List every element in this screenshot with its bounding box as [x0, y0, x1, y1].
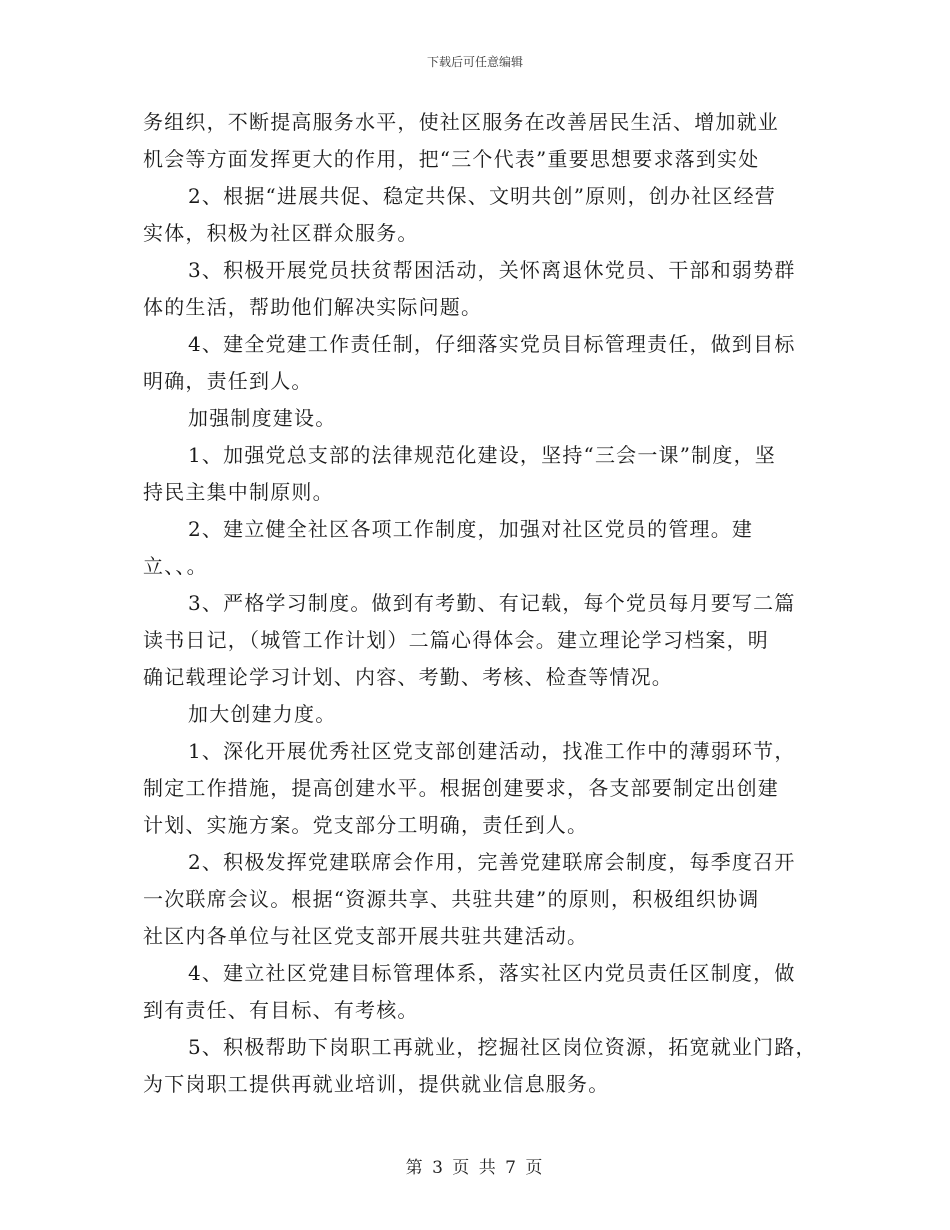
- text-line: 确记载理论学习计划、内容、考勤、考核、检查等情况。: [143, 665, 673, 689]
- text-line: 3、严格学习制度。做到有考勤、有记载，每个党员每月要写二篇: [188, 591, 796, 615]
- text-line: 社区内各单位与社区党支部开展共驻共建活动。: [143, 924, 589, 948]
- text-line: 1、深化开展优秀社区党支部创建活动，找准工作中的薄弱环节，: [188, 739, 796, 763]
- text-line: 读书日记，（城管工作计划）二篇心得体会。建立理论学习档案，明: [143, 628, 769, 652]
- text-line: 4、建全党建工作责任制，仔细落实党员目标管理责任，做到目标: [188, 332, 796, 356]
- text-line: 计划、实施方案。党支部分工明确，责任到人。: [143, 813, 589, 837]
- page-number: 第 3 页 共 7 页: [405, 1158, 545, 1178]
- text-line: 2、建立健全社区各项工作制度，加强对社区党员的管理。建: [188, 517, 754, 541]
- text-line: 2、根据“进展共促、稳定共保、文明共创”原则，创办社区经营: [188, 184, 776, 208]
- text-line: 到有责任、有目标、有考核。: [143, 998, 419, 1022]
- text-line: 为下岗职工提供再就业培训，提供就业信息服务。: [143, 1072, 610, 1096]
- text-line: 立、、。: [143, 554, 208, 578]
- text-line: 2、积极发挥党建联席会作用，完善党建联席会制度，每季度召开: [188, 850, 796, 874]
- text-line: 机会等方面发挥更大的作用，把“三个代表”重要思想要求落到实处: [143, 147, 760, 171]
- document-body: [143, 104, 823, 1103]
- text-line: 一次联席会议。根据“资源共享、共驻共建”的原则，积极组织协调: [143, 887, 760, 911]
- section-heading: 加大创建力度。: [188, 702, 337, 726]
- text-line: 持民主集中制原则。: [143, 480, 334, 504]
- text-line: 明确，责任到人。: [143, 369, 313, 393]
- text-line: 实体，积极为社区群众服务。: [143, 221, 419, 245]
- text-line: 1、加强党总支部的法律规范化建设，坚持“三会一课”制度，坚: [188, 443, 776, 467]
- text-line: 体的生活，帮助他们解决实际问题。: [143, 295, 483, 319]
- text-line: 3、积极开展党员扶贫帮困活动，关怀离退休党员、干部和弱势群: [188, 258, 796, 282]
- page-header-note: 下载后可任意编辑: [426, 55, 523, 69]
- text-line: 5、积极帮助下岗职工再就业，挖掘社区岗位资源，拓宽就业门路，: [188, 1035, 817, 1059]
- text-line: 制定工作措施，提高创建水平。根据创建要求，各支部要制定出创建: [143, 776, 779, 800]
- text-line: 4、建立社区党建目标管理体系，落实社区内党员责任区制度，做: [188, 961, 796, 985]
- text-line: 务组织，不断提高服务水平，使社区服务在改善居民生活、增加就业: [143, 110, 779, 134]
- section-heading: 加强制度建设。: [188, 406, 337, 430]
